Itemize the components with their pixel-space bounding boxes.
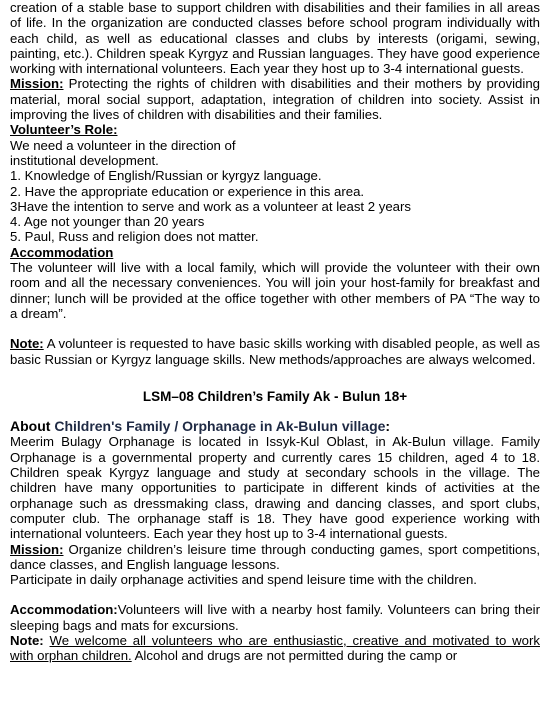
org2-note-label: Note: bbox=[10, 632, 44, 648]
org2-note bbox=[10, 633, 540, 664]
spacer bbox=[10, 321, 540, 336]
list-item: 5. Paul, Russ and religion does not matter. bbox=[10, 229, 259, 245]
org2-accommodation bbox=[10, 602, 540, 633]
org1-role-heading bbox=[10, 122, 540, 137]
org1-note-text: A volunteer is requested to have basic skills working with disabled people, as well as basic Russian or Kyrgyz language skills. New methods/approaches are always welcomed. bbox=[10, 336, 540, 367]
section-header: LSM–08 Children’s Family Ak - Bulun 18+ bbox=[142, 388, 408, 404]
list-item: 2. Have the appropriate education or experience in this area. bbox=[10, 183, 365, 199]
org2-description: Meerim Bulagy Orphanage is located in Issyk-Kul Oblast, in Ak-Bulun village. Family Orphanage is a governmental property and currently cares 15 children, aged 4 to 18. Children speak Kyrgyz language and study at secondary schools in the village. The children have many opportunities to participate in different kinds of activities at the orphanage such as dressmaking class, drawing and dancing classes, and sport clubs, computer club. The orphanage staff is 18. They have good experience working with international volunteers. Each year they host up to 3-4 international guests. bbox=[10, 434, 540, 542]
list-item: 4. Age not younger than 20 years bbox=[10, 214, 205, 230]
about-suffix: : bbox=[385, 418, 391, 435]
list-item: 3Have the intention to serve and work as a volunteer at least 2 years bbox=[10, 198, 411, 214]
about-prefix: About bbox=[10, 418, 55, 435]
org1-note bbox=[10, 336, 540, 367]
spacer bbox=[10, 587, 540, 602]
org1-mission-label: Mission: bbox=[10, 76, 64, 92]
org2-note-underlined: We welcome all volunteers who are enthusiastic, creative and motivated to work with orphan children. bbox=[10, 632, 540, 664]
org1-accommodation-label: Accommodation bbox=[10, 244, 114, 260]
org2-mission-text: Organize children’s leisure time through conducting games, sport competitions, dance classes, and English language lessons. bbox=[10, 541, 540, 572]
spacer bbox=[10, 404, 540, 419]
org2-mission-label: Mission: bbox=[10, 541, 64, 557]
org1-mission bbox=[10, 76, 540, 122]
org2-note-text: Alcohol and drugs are not permitted during the camp or bbox=[131, 648, 458, 664]
about-name: Children's Family / Orphanage in Ak-Bulun village bbox=[54, 418, 386, 435]
org1-note-label: Note: bbox=[10, 336, 44, 352]
org2-mission-extra: Participate in daily orphanage activities and spend leisure time with the children. bbox=[10, 572, 477, 588]
org1-role-label: Volunteer’s Role: bbox=[10, 122, 118, 138]
spacer bbox=[10, 367, 540, 389]
org2-accommodation-text: Volunteers will live with a nearby host family. Volunteers can bring their sleeping bags and mats for excursions. bbox=[10, 602, 540, 633]
org1-accommodation-text: The volunteer will live with a local family, which will provide the volunteer with their own room and all the necessary conveniences. You will join your host-family for breakfast and dinner; lunch will be provided at the office together with other members of PA “The way to a dream”. bbox=[10, 260, 540, 321]
org1-role-intro: We need a volunteer in the direction of institutional development. bbox=[10, 137, 236, 168]
org2-mission bbox=[10, 542, 540, 573]
org2-accommodation-label: Accommodation: bbox=[10, 602, 118, 618]
org1-role-list bbox=[10, 168, 540, 244]
org2-about-heading bbox=[10, 419, 540, 434]
org1-accommodation-heading bbox=[10, 245, 540, 260]
list-item: 1. Knowledge of English/Russian or kyrgyz language. bbox=[10, 168, 322, 184]
org1-intro: creation of a stable base to support children with disabilities and their families in all areas of life. In the organization are conducted classes before school program individually with each child, as well as educational classes and clubs by interests (origami, sewing, painting, etc.). Children speak Kyrgyz and Russian languages. They have good experience working with international volunteers. Each year they host up to 3-4 international guests. bbox=[10, 0, 540, 77]
org1-mission-text: Protecting the rights of children with disabilities and their mothers by providing material, moral social support, adaptation, integration of children into society. Assist in improving the lives of children with disabilities and their families. bbox=[10, 76, 540, 123]
